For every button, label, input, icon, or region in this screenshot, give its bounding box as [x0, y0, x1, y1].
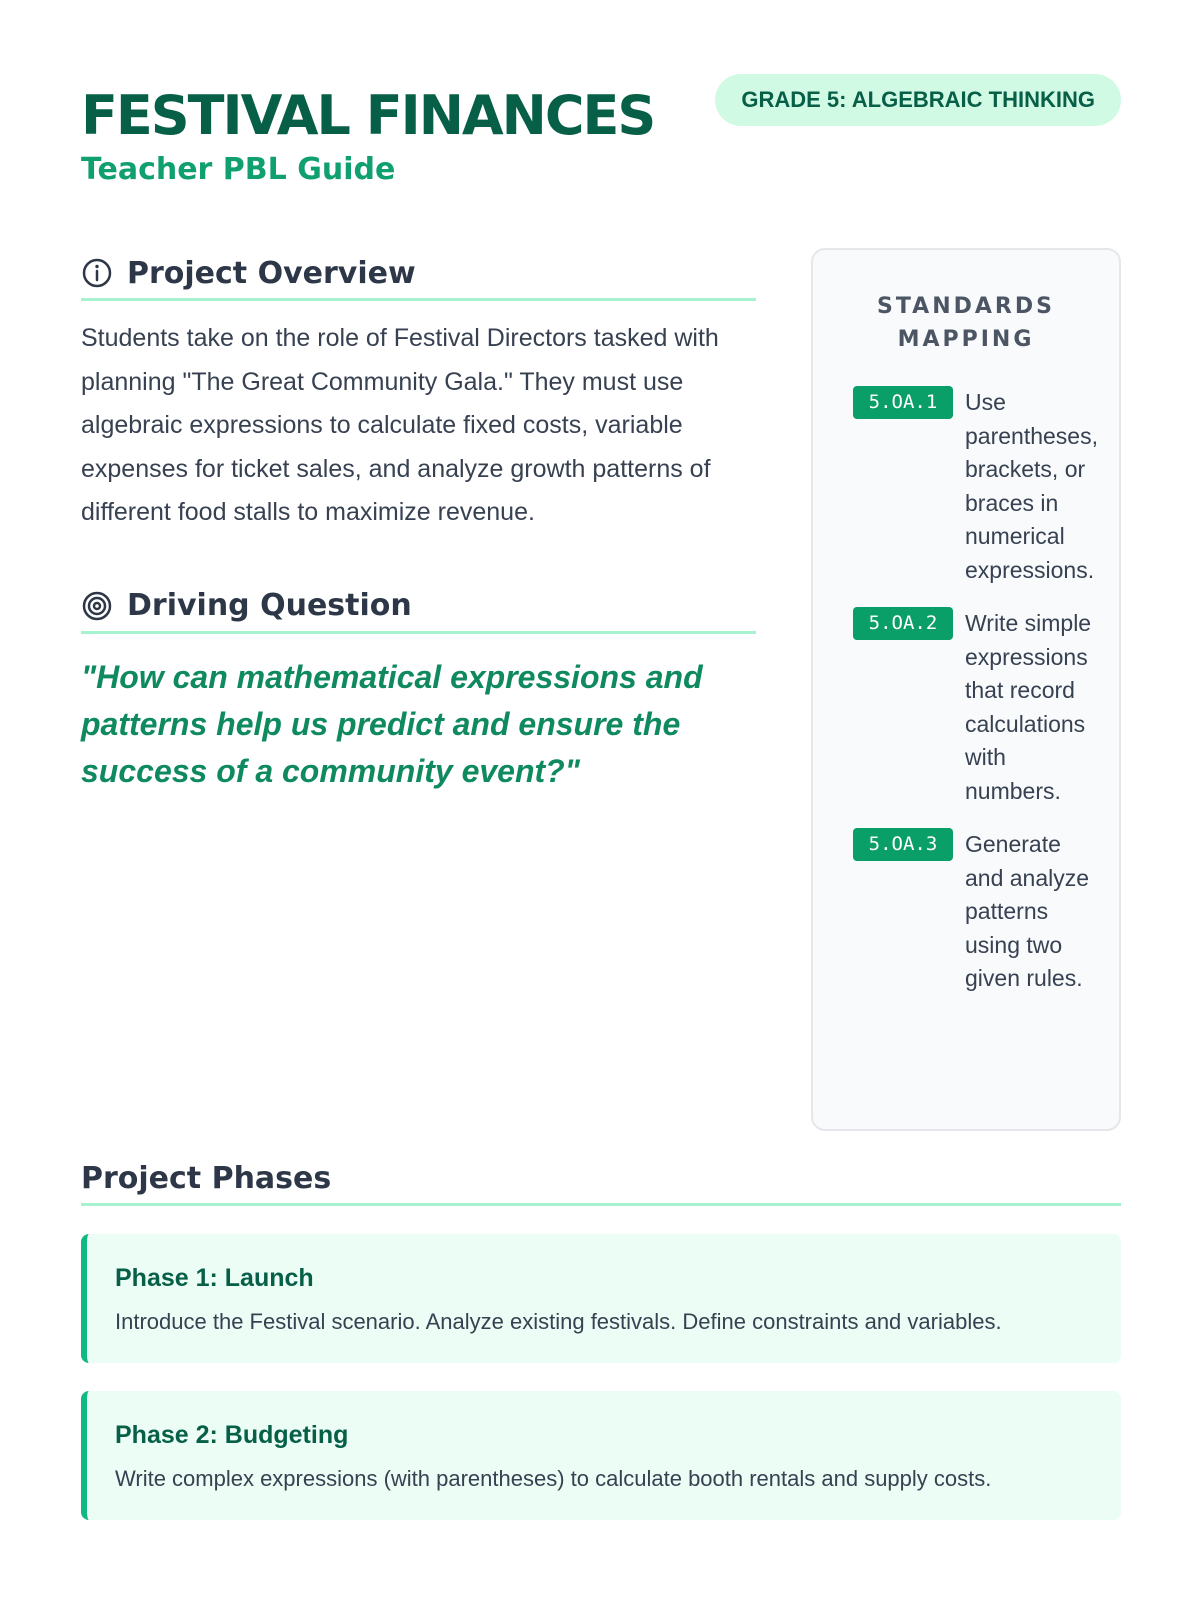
overview-text: Students take on the role of Festival Directors tasked with planning "The Great Community Gala." They must use algebraic expressions to calculate fixed costs, variable expenses for ticket sales, and analyze growth patterns of different food stalls to maximize revenue.: [81, 324, 719, 526]
page-header: [81, 74, 1121, 224]
driving-question-text: "How can mathematical expressions and patterns help us predict and ensure the success of a community event?": [81, 658, 703, 789]
phases-heading: Project Phases: [81, 1160, 332, 1196]
phase-title: Phase 1: Launch: [115, 1264, 314, 1292]
standard-item: [853, 607, 1099, 808]
phase-description: Write complex expressions (with parentheses) to calculate booth rentals and supply costs.: [115, 1466, 992, 1491]
phase-card: [81, 1234, 1121, 1363]
guide-page: [81, 74, 1121, 1520]
project-phases: [81, 1153, 1121, 1520]
overview-heading: Project Overview: [127, 255, 416, 291]
phase-card: [81, 1391, 1121, 1520]
left-column: [81, 248, 756, 795]
phases-heading-row: [81, 1153, 1121, 1206]
standard-item: [853, 386, 1099, 587]
driving-question-heading: Driving Question: [127, 588, 412, 623]
standards-heading: STANDARDS MAPPING: [877, 294, 1055, 352]
grade-badge: GRADE 5: ALGEBRAIC THINKING: [715, 74, 1121, 126]
target-icon: [81, 590, 113, 622]
driving-question-heading-row: [81, 581, 756, 634]
info-circle-icon: [81, 257, 113, 289]
main-content: [81, 248, 1121, 1153]
overview-heading-row: [81, 248, 756, 301]
standard-code-badge: 5.OA.1: [853, 386, 953, 419]
page-title: FESTIVAL FINANCES: [81, 84, 655, 147]
standard-code-badge: 5.OA.2: [853, 607, 953, 640]
standard-item: [853, 828, 1099, 996]
standards-card: [811, 248, 1121, 1131]
page-subtitle: Teacher PBL Guide: [81, 152, 396, 187]
phase-title: Phase 2: Budgeting: [115, 1421, 349, 1449]
standard-description: Generate and analyze patterns using two given rules.: [965, 831, 1090, 991]
standard-code-badge: 5.OA.3: [853, 828, 953, 861]
standard-description: Write simple expressions that record calculations with numbers.: [965, 610, 1092, 804]
standard-description: Use parentheses, brackets, or braces in numerical expressions.: [965, 389, 1098, 583]
phase-description: Introduce the Festival scenario. Analyze existing festivals. Define constraints and variables.: [115, 1309, 1002, 1334]
